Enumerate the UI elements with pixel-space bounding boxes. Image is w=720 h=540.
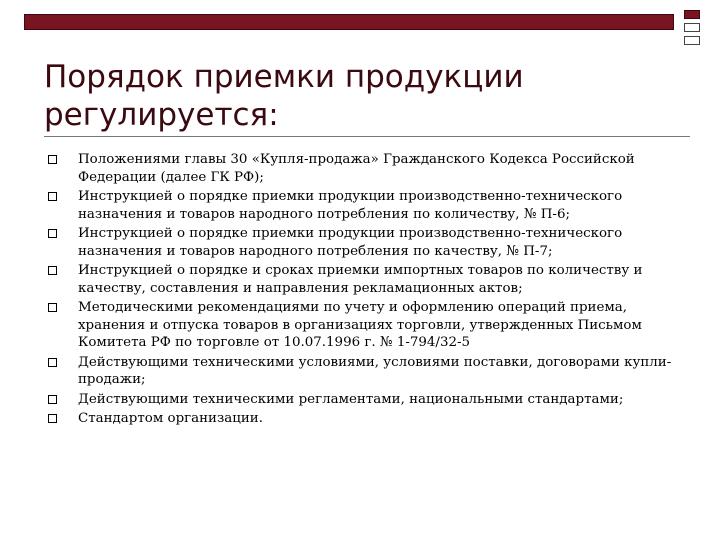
square-bullet-icon: [48, 155, 57, 164]
bullet-item: [48, 262, 684, 297]
bullet-item: [48, 354, 684, 389]
square-bullet-icon: [48, 414, 57, 423]
square-bullet-icon: [48, 395, 57, 404]
decor-square-filled: [684, 10, 700, 19]
bullet-text: Действующими техническими регламентами, национальными стандартами;: [78, 391, 624, 407]
bullet-text: Положениями главы 30 «Купля-продажа» Гражданского Кодекса Российской Федерации (далее ГК РФ);: [78, 152, 635, 185]
decor-square-outline: [684, 23, 700, 32]
square-bullet-icon: [48, 358, 57, 367]
header-decor-bar: [24, 14, 674, 30]
bullet-item: [48, 299, 684, 352]
bullet-item: [48, 151, 684, 186]
title-divider: [44, 136, 690, 137]
bullet-list: [48, 151, 684, 430]
square-bullet-icon: [48, 192, 57, 201]
bullet-item: [48, 188, 684, 223]
bullet-text: Инструкцией о порядке приемки продукции производственно-технического назначения и товаров народного потребления по количеству, № П-6;: [78, 189, 623, 222]
bullet-text: Инструкцией о порядке приемки продукции производственно-технического назначения и товаров народного потребления по качеству, № П-7;: [78, 226, 623, 259]
bullet-item: [48, 410, 684, 428]
bullet-text: Стандартом организации.: [78, 411, 263, 426]
bullet-item: [48, 225, 684, 260]
square-bullet-icon: [48, 303, 57, 312]
bullet-text: Инструкцией о порядке и сроках приемки импортных товаров по количеству и качеству, составления и направления рекламационных актов;: [78, 263, 643, 296]
bullet-item: [48, 391, 684, 409]
decor-square-outline: [684, 36, 700, 45]
bullet-text: Методическими рекомендациями по учету и оформлению операций приема, хранения и отпуска товаров в организациях торговли, утвержденных Письмом Комитета РФ по торговле от 10.07.1996 г. № 1-794/32-5: [78, 300, 642, 350]
slide-title: Порядок приемки продукции регулируется:: [44, 59, 524, 133]
bullet-text: Действующими техническими условиями, условиями поставки, договорами купли-продажи;: [78, 354, 672, 387]
square-bullet-icon: [48, 266, 57, 275]
corner-decor-squares: [684, 10, 704, 49]
square-bullet-icon: [48, 229, 57, 238]
